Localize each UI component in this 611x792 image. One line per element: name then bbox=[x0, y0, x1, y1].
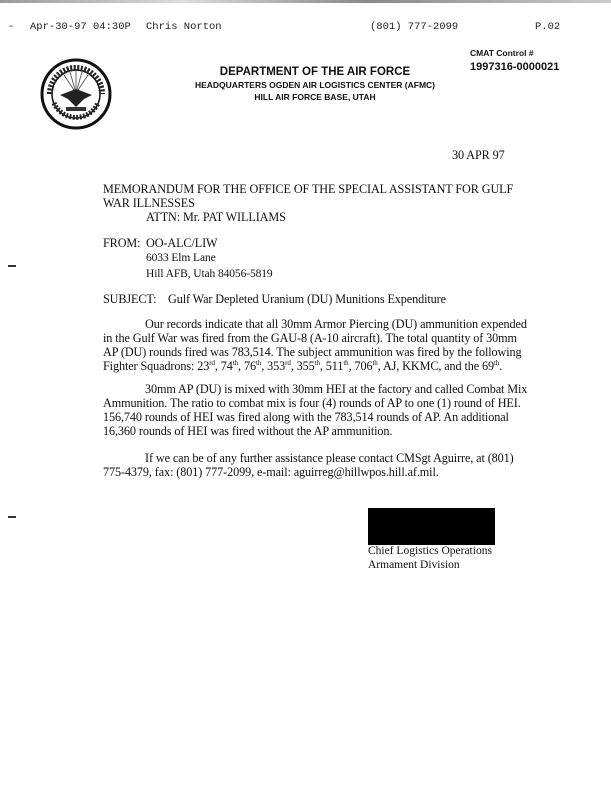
memo-for-line2: WAR ILLNESSES bbox=[103, 196, 195, 210]
from-label: FROM: bbox=[103, 236, 141, 250]
para2-line: 16,360 rounds of HEI was fired without the AP ammunition. bbox=[103, 424, 393, 438]
ordinal-suffix: th bbox=[255, 359, 262, 367]
para2-line: 30mm AP (DU) is mixed with 30mm HEI at the factory and called Combat Mix bbox=[145, 382, 528, 396]
ordinal-suffix: th bbox=[372, 359, 378, 367]
fax-phone: (801) 777-2099 bbox=[370, 21, 459, 33]
location-line: HILL AIR FORCE BASE, UTAH bbox=[254, 92, 376, 102]
ordinal-suffix: th bbox=[232, 359, 239, 367]
signature-title: Chief Logistics Operations bbox=[368, 545, 492, 557]
headquarters-line: HEADQUARTERS OGDEN AIR LOGISTICS CENTER (AFMC) bbox=[194, 80, 436, 90]
fax-sender: Chris Norton bbox=[146, 21, 222, 33]
redacted-signature-block bbox=[368, 508, 495, 545]
ordinal-suffix: th bbox=[314, 359, 320, 367]
signature-division: Armament Division bbox=[368, 559, 460, 571]
from-city: Hill AFB, Utah 84056-5819 bbox=[146, 268, 273, 280]
para3-line: If we can be of any further assistance please contact CMSgt Aguirre, at (801) bbox=[145, 451, 514, 465]
dod-seal bbox=[40, 57, 112, 136]
squadron-number: 23 bbox=[197, 359, 210, 373]
ordinal-suffix: rd bbox=[209, 359, 215, 367]
para1-line: Our records indicate that all 30mm Armor Piercing (DU) ammunition expended bbox=[145, 317, 527, 331]
squadron-number: 353 bbox=[267, 359, 286, 373]
para2-line: Ammunition. The ratio to combat mix is four (4) rounds of AP to one (1) round of HEI. bbox=[103, 396, 521, 410]
memo-for-line1: MEMORANDUM FOR THE OFFICE OF THE SPECIAL ASSISTANT FOR GULF bbox=[103, 182, 514, 196]
para2-line: 156,740 rounds of HEI was fired along with the 783,514 rounds of AP. An additional bbox=[103, 410, 509, 424]
para1-line: AP (DU) rounds fired was 783,514. The subject ammunition was fired by the following bbox=[103, 345, 522, 359]
scan-mark bbox=[8, 265, 16, 267]
from-office: OO-ALC/LIW bbox=[146, 236, 218, 250]
ordinal-suffix: th bbox=[343, 359, 349, 367]
para1-line: in the Gulf War was fired from the GAU-8 (A-10 aircraft). The total quantity of 30mm bbox=[103, 331, 517, 345]
para3-line: 775-4379, fax: (801) 777-2099, e-mail: aguirreg@hillwpos.hill.af.mil. bbox=[103, 465, 439, 479]
scan-mark bbox=[8, 516, 16, 518]
fax-page: P.02 bbox=[535, 21, 561, 33]
squadron-number: 355 bbox=[296, 359, 315, 373]
from-street: 6033 Elm Lane bbox=[146, 252, 216, 264]
subject-label: SUBJECT: bbox=[103, 292, 157, 306]
subject-text: Gulf War Depleted Uranium (DU) Munitions Expenditure bbox=[168, 292, 446, 306]
department-title: DEPARTMENT OF THE AIR FORCE bbox=[219, 66, 411, 78]
control-number: 1997316-0000021 bbox=[470, 61, 560, 73]
fax-datetime: Apr-30-97 04:30P bbox=[30, 21, 131, 33]
memo-attn: ATTN: Mr. PAT WILLIAMS bbox=[146, 210, 286, 224]
para1-squadrons-line: Fighter Squadrons: 23rd, 74th, 76th, 353rd, 355th, 511th, 706th, AJ, KKMC, and the 69th. bbox=[103, 359, 503, 373]
squadron-number: 76 bbox=[243, 359, 256, 373]
squadron-number: 511 bbox=[325, 359, 344, 373]
memo-date: 30 APR 97 bbox=[452, 148, 505, 162]
ordinal-suffix: rd bbox=[285, 359, 291, 367]
control-label: CMAT Control # bbox=[470, 48, 534, 58]
squadron-number: 706 bbox=[354, 359, 373, 373]
fax-mark: - bbox=[8, 21, 15, 33]
squadron-number: 74 bbox=[220, 359, 233, 373]
fax-edge-line bbox=[0, 0, 611, 3]
